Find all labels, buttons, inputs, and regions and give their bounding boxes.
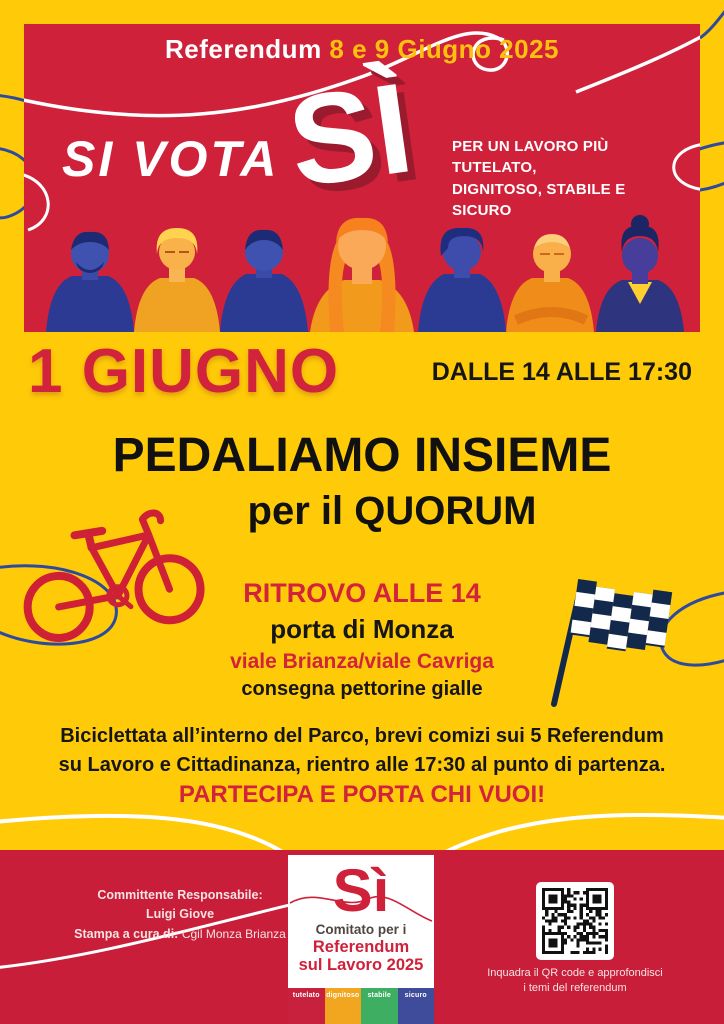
event-time: DALLE 14 ALLE 17:30: [431, 358, 692, 386]
qr-caption-line1: Inquadra il QR code e approfondisci: [487, 967, 663, 979]
credits-name: Luigi Giove: [145, 907, 215, 922]
footer-panel: [0, 850, 724, 1024]
referendum-tags: [288, 988, 434, 1024]
person-2: [134, 228, 220, 332]
logo-line3: sul Lavoro 2025: [298, 955, 424, 974]
tag-stabile: stabile: [361, 988, 398, 1024]
hero-tagline: [452, 136, 677, 221]
meeting-note: consegna pettorine gialle: [241, 678, 483, 700]
banner-word: Referendum: [164, 34, 322, 64]
person-7: [596, 215, 684, 332]
banner-date: 8 e 9 Giugno 2025: [329, 34, 560, 64]
hero-tagline-line2: DIGNITOSO, STABILE E SICURO: [452, 180, 626, 219]
credits-block: [30, 886, 330, 944]
print-label: Stampa a cura di:: [74, 926, 179, 941]
tag-tutelato: tutelato: [288, 988, 325, 1024]
qr-box: [536, 882, 614, 960]
person-4: [310, 218, 414, 332]
person-6: [506, 234, 594, 332]
subhead-prefix: per il: [247, 489, 355, 533]
people-photo-strip: [24, 212, 700, 332]
logo-line2: Referendum: [312, 937, 410, 956]
event-description-line1: Biciclettata all’interno del Parco, brevi comizi sui 5 Referendum: [60, 725, 664, 747]
tag-sicuro: sicuro: [398, 988, 435, 1024]
tag-dignitoso: dignitoso: [325, 988, 362, 1024]
checkered-flag-icon: [538, 570, 688, 720]
slogan-si-vota: SI VOTA: [62, 131, 280, 187]
logo-si-text: Sì: [332, 857, 390, 924]
meeting-place: porta di Monza: [270, 614, 454, 644]
credits-print: [30, 925, 330, 944]
event-description: [0, 722, 724, 780]
hero-tagline-line1: PER UN LAVORO PIÙ TUTELATO,: [452, 138, 609, 177]
call-to-action: PARTECIPA E PORTA CHI VUOI!: [178, 781, 546, 808]
person-3: [220, 230, 308, 332]
qr-code: [542, 888, 608, 954]
print-value: Cgil Monza Brianza: [181, 926, 286, 941]
logo-line1: Comitato per i: [315, 922, 407, 937]
event-description-line2: su Lavoro e Cittadinanza, rientro alle 17:30 al punto di partenza.: [58, 754, 666, 776]
hero-panel: [24, 24, 700, 332]
event-headline: PEDALIAMO INSIEME: [112, 429, 612, 482]
banner-title: [24, 34, 700, 65]
meeting-streets: viale Brianza/viale Cavriga: [230, 650, 494, 673]
qr-caption-line2: i temi del referendum: [523, 982, 627, 995]
event-date: 1 GIUGNO: [28, 337, 340, 406]
qr-caption: [446, 966, 704, 997]
credits-label: Committente Responsabile:: [97, 888, 263, 902]
committee-logo: [288, 855, 434, 988]
big-si-text: SÌ: [280, 56, 421, 215]
person-1: [46, 232, 134, 332]
subhead-main: QUORUM: [354, 489, 537, 533]
person-5: [418, 228, 506, 332]
meeting-time: RITROVO ALLE 14: [243, 578, 481, 608]
